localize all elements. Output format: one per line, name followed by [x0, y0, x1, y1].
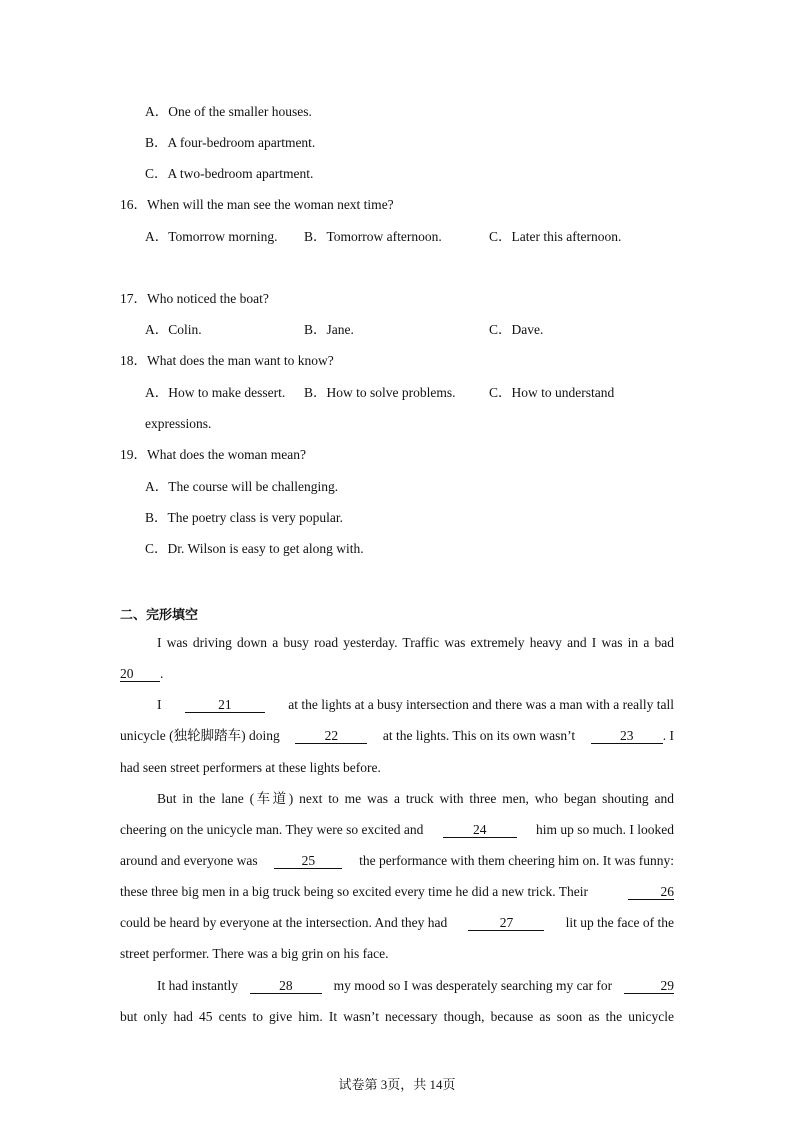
passage-text: around and everyone was [120, 853, 258, 868]
q18-option-c: C．How to understand [489, 385, 615, 400]
blank-21[interactable]: 21 [185, 697, 265, 713]
q19-stem: 19．What does the woman mean? [120, 447, 306, 462]
q17-option-b: B．Jane. [304, 322, 354, 337]
q15-option-a: A．One of the smaller houses. [145, 104, 312, 119]
passage-line: I was driving down a busy road yesterday. Traffic was extremely heavy and I was in a bad [157, 635, 674, 650]
q19-option-b: B．The poetry class is very popular. [145, 510, 343, 525]
passage-text: . [160, 666, 164, 681]
q18-option-c-continued: expressions. [145, 416, 212, 431]
passage-line [157, 697, 674, 713]
passage-line: street performer. There was a big grin on his face. [120, 946, 389, 961]
passage-line: but only had 45 cents to give him. It wasn’t necessary though, because as soon as the unicycle [120, 1009, 674, 1024]
q18-option-b: B．How to solve problems. [304, 385, 456, 400]
passage-text: the performance with them cheering him on. It was funny: [359, 853, 674, 868]
passage-text: . I [662, 728, 674, 743]
passage-text: my mood so I was desperately searching my car for [333, 978, 613, 993]
passage-text: could be heard by everyone at the intersection. And they had [120, 915, 448, 930]
passage-text: cheering on the unicycle man. They were so excited and [120, 822, 424, 837]
passage-line [120, 884, 674, 900]
passage-line: had seen street performers at these lights before. [120, 760, 381, 775]
passage-line [120, 666, 163, 682]
q16-option-a: A．Tomorrow morning. [145, 229, 278, 244]
passage-text: It had instantly [157, 978, 238, 993]
q19-option-a: A．The course will be challenging. [145, 479, 339, 494]
blank-22[interactable]: 22 [295, 728, 367, 744]
q18-stem: 18．What does the man want to know? [120, 353, 334, 368]
q16-option-b: B．Tomorrow afternoon. [304, 229, 442, 244]
passage-line: But in the lane (车道) next to me was a truck with three men, who began shouting and [157, 791, 674, 806]
passage-line [120, 915, 674, 931]
passage-text: these three big men in a big truck being so excited every time he did a new trick. Their [120, 884, 588, 899]
passage-line [120, 822, 674, 838]
q17-stem: 17．Who noticed the boat? [120, 291, 269, 306]
passage-text: unicycle (独轮脚踏车) doing [120, 728, 280, 743]
q17-option-c: C．Dave. [489, 322, 544, 337]
blank-29[interactable]: 29 [624, 978, 674, 994]
page-footer: 试卷第 3页，共 14页 [338, 1077, 456, 1092]
passage-line [157, 978, 674, 994]
q15-option-c: C．A two-bedroom apartment. [145, 166, 314, 181]
passage-line [120, 728, 674, 744]
q16-option-c: C．Later this afternoon. [489, 229, 622, 244]
q17-option-a: A．Colin. [145, 322, 202, 337]
q15-option-b: B．A four-bedroom apartment. [145, 135, 316, 150]
passage-line [120, 853, 674, 869]
section-heading: 二、完形填空 [120, 608, 199, 623]
passage-text: I [157, 697, 162, 712]
passage-text: lit up the face of the [565, 915, 674, 930]
q18-option-a: A．How to make dessert. [145, 385, 286, 400]
blank-27[interactable]: 27 [468, 915, 544, 931]
blank-28[interactable]: 28 [250, 978, 322, 994]
q16-stem: 16．When will the man see the woman next time? [120, 197, 394, 212]
passage-text: at the lights at a busy intersection and there was a man with a really tall [288, 697, 674, 712]
blank-25[interactable]: 25 [274, 853, 342, 869]
blank-20[interactable]: 20 [120, 666, 160, 682]
blank-26[interactable]: 26 [628, 884, 674, 900]
blank-24[interactable]: 24 [443, 822, 517, 838]
passage-text: him up so much. I looked [535, 822, 674, 837]
passage-text: at the lights. This on its own wasn’t [382, 728, 576, 743]
q19-option-c: C．Dr. Wilson is easy to get along with. [145, 541, 364, 556]
blank-23[interactable]: 23 [591, 728, 663, 744]
